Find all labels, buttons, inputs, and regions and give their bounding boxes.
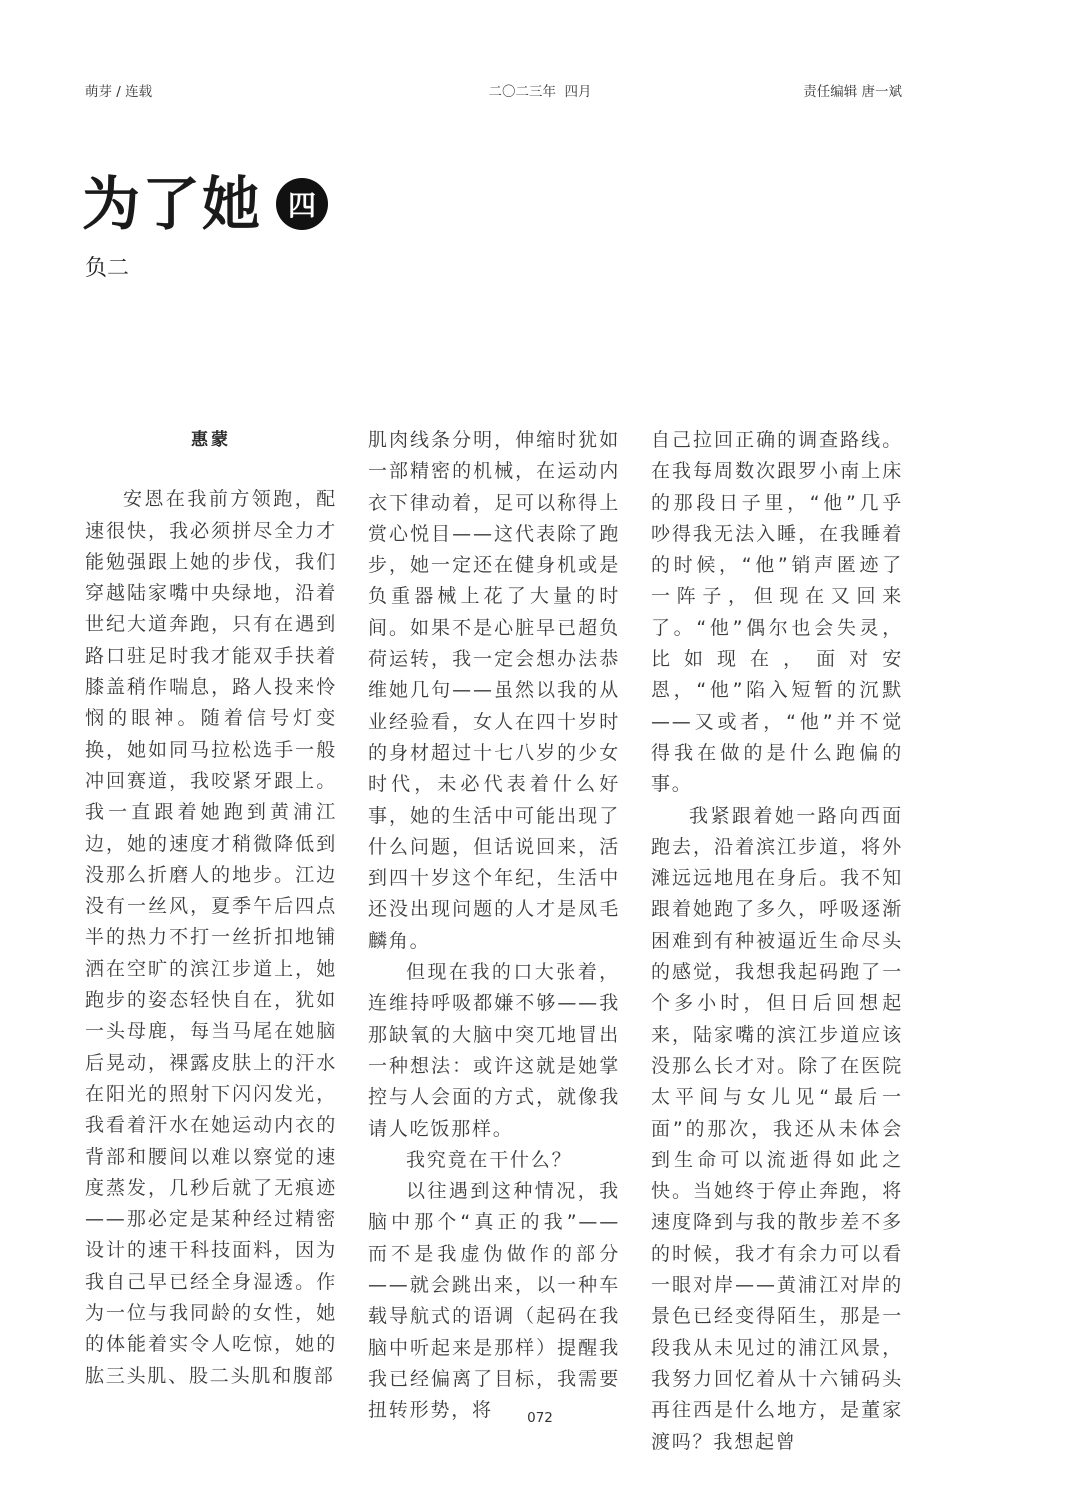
title-block [82,168,328,240]
body-column-3 [651,425,903,1453]
paragraph: 我究竟在干什么？ [406,1148,573,1171]
chapter-number-badge: 四 [276,178,328,230]
paragraph: 自己拉回正确的调查路线。在我每周数次跟罗小南上床的那段日子里，“他”几乎吵得我无法入睡，在我睡着的时候，“他”销声匿迹了一阵子，但现在又回来了。“他”偶尔也会失灵，比如现在，面对安恩，“他”陷入短暂的沉默——又或者，“他”并不觉得我在做的是什么跑偏的事。 [651,429,903,796]
editor-credit: 责任编辑 唐一斌 [803,84,902,100]
author-name: 负二 [85,256,130,281]
paragraph: 以往遇到这种情况，我脑中那个“真正的我”——而不是我虚伪做作的部分——就会跳出来，以一种车载导航式的语调（起码在我脑中听起来是那样）提醒我我已经偏离了目标，我需要扭转形势，将 [368,1180,620,1422]
paragraph: 我紧跟着她一路向西面跑去，沿着滨江步道，将外滩远远地甩在身后。我不知跟着她跑了多久，呼吸逐渐困难到有种被逼近生命尽头的感觉，我想我起码跑了一个多小时，但日后回想起来，陆家嘴的滨江步道应该没那么长才对。除了在医院太平间与女儿见“最后一面”的那次，我还从未体会到生命可以流逝得如此之快。当她终于停止奔跑，将速度降到与我的散步差不多的时候，我才有余力可以看一眼对岸——黄浦江对岸的景色已经变得陌生，那是一段我从未见过的浦江风景，我努力回忆着从十六铺码头再往西是什么地方，是董家渡吗？我想起曾 [651,804,903,1453]
paragraph: 但现在我的口大张着，连维持呼吸都嫌不够——我那缺氧的大脑中突兀地冒出一种想法：或许这就是她掌控与人会面的方式，就像我请人吃饭那样。 [368,961,620,1140]
magazine-section-label: 萌芽 / 连载 [85,84,153,100]
paragraph: 安恩在我前方领跑，配速很快，我必须拼尽全力才能勉强跟上她的步伐，我们穿越陆家嘴中央绿地，沿着世纪大道奔跑，只有在遇到路口驻足时我才能双手扶着膝盖稍作喘息，路人投来怜悯的眼神。随着信号灯变换，她如同马拉松选手一般冲回赛道，我咬紧牙跟上。我一直跟着她跑到黄浦江边，她的速度才稍微降低到没那么折磨人的地步。江边没有一丝风，夏季午后四点半的热力不打一丝折扣地铺洒在空旷的滨江步道上，她跑步的姿态轻快自在，犹如一头母鹿，每当马尾在她脑后晃动，裸露皮肤上的汗水在阳光的照射下闪闪发光，我看着汗水在她运动内衣的背部和腰间以难以察觉的速度蒸发，几秒后就了无痕迹——那必定是某种经过精密设计的速干科技面料，因为我自己早已经全身湿透。作为一位与我同龄的女性，她的体能着实令人吃惊，她的肱三头肌、股二头肌和腹部 [85,488,337,1387]
page-number: 072 [527,1410,553,1426]
paragraph: 肌肉线条分明，伸缩时犹如一部精密的机械，在运动内衣下律动着，足可以称得上赏心悦目——这代表除了跑步，她一定还在健身机或是负重器械上花了大量的时间。如果不是心脏早已超负荷运转，我一定会想办法恭维她几句——虽然以我的从业经验看，女人在四十岁时的身材超过十七八岁的少女时代，未必代表着什么好事，她的生活中可能出现了什么问题，但话说回来，活到四十岁这个年纪，生活中还没出现问题的人才是凤毛麟角。 [368,429,620,952]
page-title: 为了她 [82,170,263,238]
body-column-1 [85,425,337,1400]
section-heading: 惠蒙 [191,430,231,450]
issue-date: 二〇二三年 四月 [488,84,592,100]
